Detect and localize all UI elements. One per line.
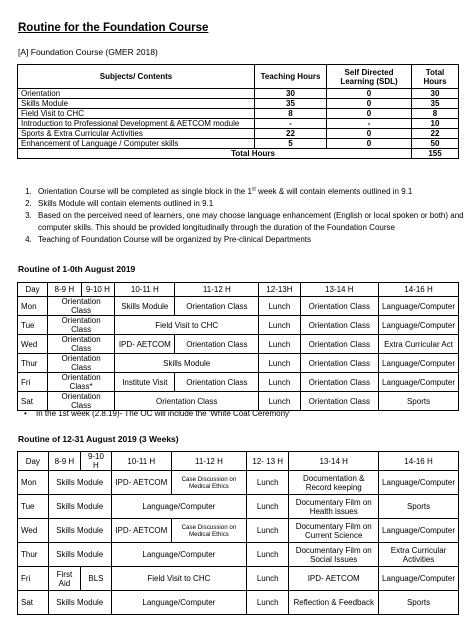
cell: Field Visit to CHC <box>111 567 246 591</box>
cell: Skills Module <box>18 99 255 109</box>
cell: Extra Curricular Act <box>379 335 459 354</box>
table-row <box>18 543 459 567</box>
cell: Orientation Class <box>48 335 115 354</box>
cell: Reflection & Feedback <box>289 591 379 615</box>
cell: Case Discussion on Medical Ethics <box>171 519 246 543</box>
cell: Orientation Class <box>48 297 115 316</box>
cell: 35 <box>255 99 327 109</box>
cell: 10 <box>412 119 459 129</box>
white-coat-note: • In the 1st week (2.8.19)- The OC will include the 'White Coat Ceremony' <box>36 409 291 418</box>
cell: Language/Computer <box>379 297 459 316</box>
cell: Orientation Class <box>48 354 115 373</box>
cell: Sports & Extra Curricular Activities <box>18 129 255 139</box>
cell: Skills Module <box>115 297 175 316</box>
cell: 0 <box>327 109 412 119</box>
cell: Orientation Class* <box>48 373 115 392</box>
cell: Orientation Class <box>175 335 259 354</box>
col-teaching-hours: Teaching Hours <box>255 65 327 89</box>
col-day: Day <box>18 452 49 471</box>
table-row <box>18 392 459 411</box>
col-13-14: 13-14 H <box>289 452 379 471</box>
day-cell: Tue <box>18 316 48 335</box>
col-10-11: 10-11 H <box>115 283 175 297</box>
cell: Orientation Class <box>300 354 379 373</box>
col-11-12: 11-12 H <box>171 452 246 471</box>
col-day: Day <box>18 283 48 297</box>
cell: 0 <box>327 139 412 149</box>
cell: Documentation & Record keeping <box>289 471 379 495</box>
day-cell: Tue <box>18 495 49 519</box>
cell: Language/Computer <box>111 495 246 519</box>
cell: Extra Curricular Activities <box>379 543 459 567</box>
col-12-13: 12- 13 H <box>247 452 289 471</box>
cell: Orientation Class <box>175 373 259 392</box>
table-row <box>18 354 459 373</box>
cell: IPD- AETCOM <box>289 567 379 591</box>
page-subtitle: [A] Foundation Course (GMER 2018) <box>18 47 158 57</box>
note-item: 3. Based on the perceived need of learners, one may choose language enhancement (English or local spoken or both) and computer skills. This should be provided longitudinally through the duration of the Foundation Course <box>34 210 474 234</box>
cell: 35 <box>412 99 459 109</box>
cell: - <box>255 119 327 129</box>
col-13-14: 13-14 H <box>300 283 379 297</box>
cell: Institute Visit <box>115 373 175 392</box>
cell: 30 <box>412 89 459 99</box>
cell: First Aid <box>48 567 81 591</box>
cell: Introduction to Professional Development & AETCOM module <box>18 119 255 129</box>
cell: Skills Module <box>48 471 111 495</box>
cell: Lunch <box>247 519 289 543</box>
cell: IPD- AETCOM <box>115 335 175 354</box>
cell: Skills Module <box>48 519 111 543</box>
col-9-10: 9-10 H <box>81 452 112 471</box>
col-10-11: 10-11 H <box>111 452 171 471</box>
cell: Skills Module <box>115 354 259 373</box>
cell: Orientation Class <box>175 297 259 316</box>
cell: Orientation Class <box>300 297 379 316</box>
day-cell: Fri <box>18 373 48 392</box>
summary-table <box>17 64 459 159</box>
col-8-9: 8-9 H <box>48 452 81 471</box>
day-cell: Mon <box>18 297 48 316</box>
note-item: 4. Teaching of Foundation Course will be organized by Pre-clinical Departments <box>34 234 474 246</box>
cell: 5 <box>255 139 327 149</box>
cell: Lunch <box>259 335 300 354</box>
cell: Orientation Class <box>300 373 379 392</box>
cell: Language/Computer <box>379 316 459 335</box>
cell: IPD- AETCOM <box>111 519 171 543</box>
cell: 0 <box>327 129 412 139</box>
page-title: Routine for the Foundation Course <box>18 22 209 34</box>
cell: 30 <box>255 89 327 99</box>
table-row <box>18 373 459 392</box>
routine2-table <box>17 451 459 615</box>
cell: Documentary Film on Social Issues <box>289 543 379 567</box>
cell: Orientation Class <box>300 392 379 411</box>
cell: Lunch <box>259 392 300 411</box>
day-cell: Wed <box>18 335 48 354</box>
cell: Field Visit to CHC <box>115 316 259 335</box>
routine1-heading: Routine of 1-0th August 2019 <box>18 264 136 274</box>
cell: Lunch <box>259 297 300 316</box>
col-8-9: 8-9 H <box>48 283 81 297</box>
cell: Lunch <box>259 373 300 392</box>
cell: Language/Computer <box>379 373 459 392</box>
cell: Language/Computer <box>111 591 246 615</box>
table-row <box>18 99 459 109</box>
total-label: Total Hours <box>18 149 412 159</box>
table-row <box>18 591 459 615</box>
day-cell: Fri <box>18 567 49 591</box>
cell: Skills Module <box>48 591 111 615</box>
cell: Documentary Film on Current Science <box>289 519 379 543</box>
day-cell: Mon <box>18 471 49 495</box>
col-total-hours: Total Hours <box>412 65 459 89</box>
day-cell: Wed <box>18 519 49 543</box>
col-12-13: 12-13H <box>259 283 300 297</box>
table-row <box>18 471 459 495</box>
day-cell: Sat <box>18 392 48 411</box>
cell: Skills Module <box>48 543 111 567</box>
col-11-12: 11-12 H <box>175 283 259 297</box>
notes-list <box>18 186 474 246</box>
col-14-16: 14-16 H <box>379 452 459 471</box>
cell: Skills Module <box>48 495 111 519</box>
cell: Case Discussion on Medical Ethics <box>171 471 246 495</box>
table-row <box>18 119 459 129</box>
cell: 8 <box>255 109 327 119</box>
cell: Lunch <box>247 567 289 591</box>
cell: 8 <box>412 109 459 119</box>
note-item: 1. Orientation Course will be completed as single block in the 1st week & will contain elements outlined in 9.1 <box>34 186 474 198</box>
cell: 50 <box>412 139 459 149</box>
table-row <box>18 567 459 591</box>
note-item: 2. Skills Module will contain elements outlined in 9.1 <box>34 198 474 210</box>
cell: Field Visit to CHC <box>18 109 255 119</box>
table-row <box>18 495 459 519</box>
cell: Orientation Class <box>48 316 115 335</box>
cell: Orientation <box>18 89 255 99</box>
col-subjects: Subjects/ Contents <box>18 65 255 89</box>
cell: Enhancement of Language / Computer skills <box>18 139 255 149</box>
table-row <box>18 316 459 335</box>
cell: Orientation Class <box>115 392 259 411</box>
day-cell: Sat <box>18 591 49 615</box>
cell: Language/Computer <box>379 471 459 495</box>
cell: Language/Computer <box>379 354 459 373</box>
cell: Sports <box>379 591 459 615</box>
total-value: 155 <box>412 149 459 159</box>
cell: IPD- AETCOM <box>111 471 171 495</box>
cell: Orientation Class <box>300 316 379 335</box>
cell: Lunch <box>259 316 300 335</box>
cell: Orientation Class <box>300 335 379 354</box>
cell: Orientation Class <box>48 392 115 411</box>
cell: 22 <box>255 129 327 139</box>
cell: Language/Computer <box>111 543 246 567</box>
col-9-10: 9-10 H <box>81 283 115 297</box>
cell: Lunch <box>247 471 289 495</box>
table-row <box>18 109 459 119</box>
table-row <box>18 129 459 139</box>
cell: Lunch <box>247 591 289 615</box>
cell: Lunch <box>259 354 300 373</box>
day-cell: Thur <box>18 354 48 373</box>
table-row <box>18 89 459 99</box>
table-row <box>18 297 459 316</box>
table-row <box>18 139 459 149</box>
cell: Language/Computer <box>379 567 459 591</box>
cell: Lunch <box>247 495 289 519</box>
cell: Sports <box>379 392 459 411</box>
cell: Language/Computer <box>379 519 459 543</box>
cell: 22 <box>412 129 459 139</box>
cell: Documentary Film on Health issues <box>289 495 379 519</box>
col-14-16: 14-16 H <box>379 283 459 297</box>
total-row <box>18 149 459 159</box>
cell: Lunch <box>247 543 289 567</box>
table-row <box>18 519 459 543</box>
table-row <box>18 335 459 354</box>
routine2-heading: Routine of 12-31 August 2019 (3 Weeks) <box>18 434 179 444</box>
cell: - <box>327 119 412 129</box>
col-sdl: Self Directed Learning (SDL) <box>327 65 412 89</box>
day-cell: Thur <box>18 543 49 567</box>
cell: BLS <box>81 567 112 591</box>
cell: 0 <box>327 89 412 99</box>
routine1-table <box>17 282 459 411</box>
cell: 0 <box>327 99 412 109</box>
cell: Sports <box>379 495 459 519</box>
